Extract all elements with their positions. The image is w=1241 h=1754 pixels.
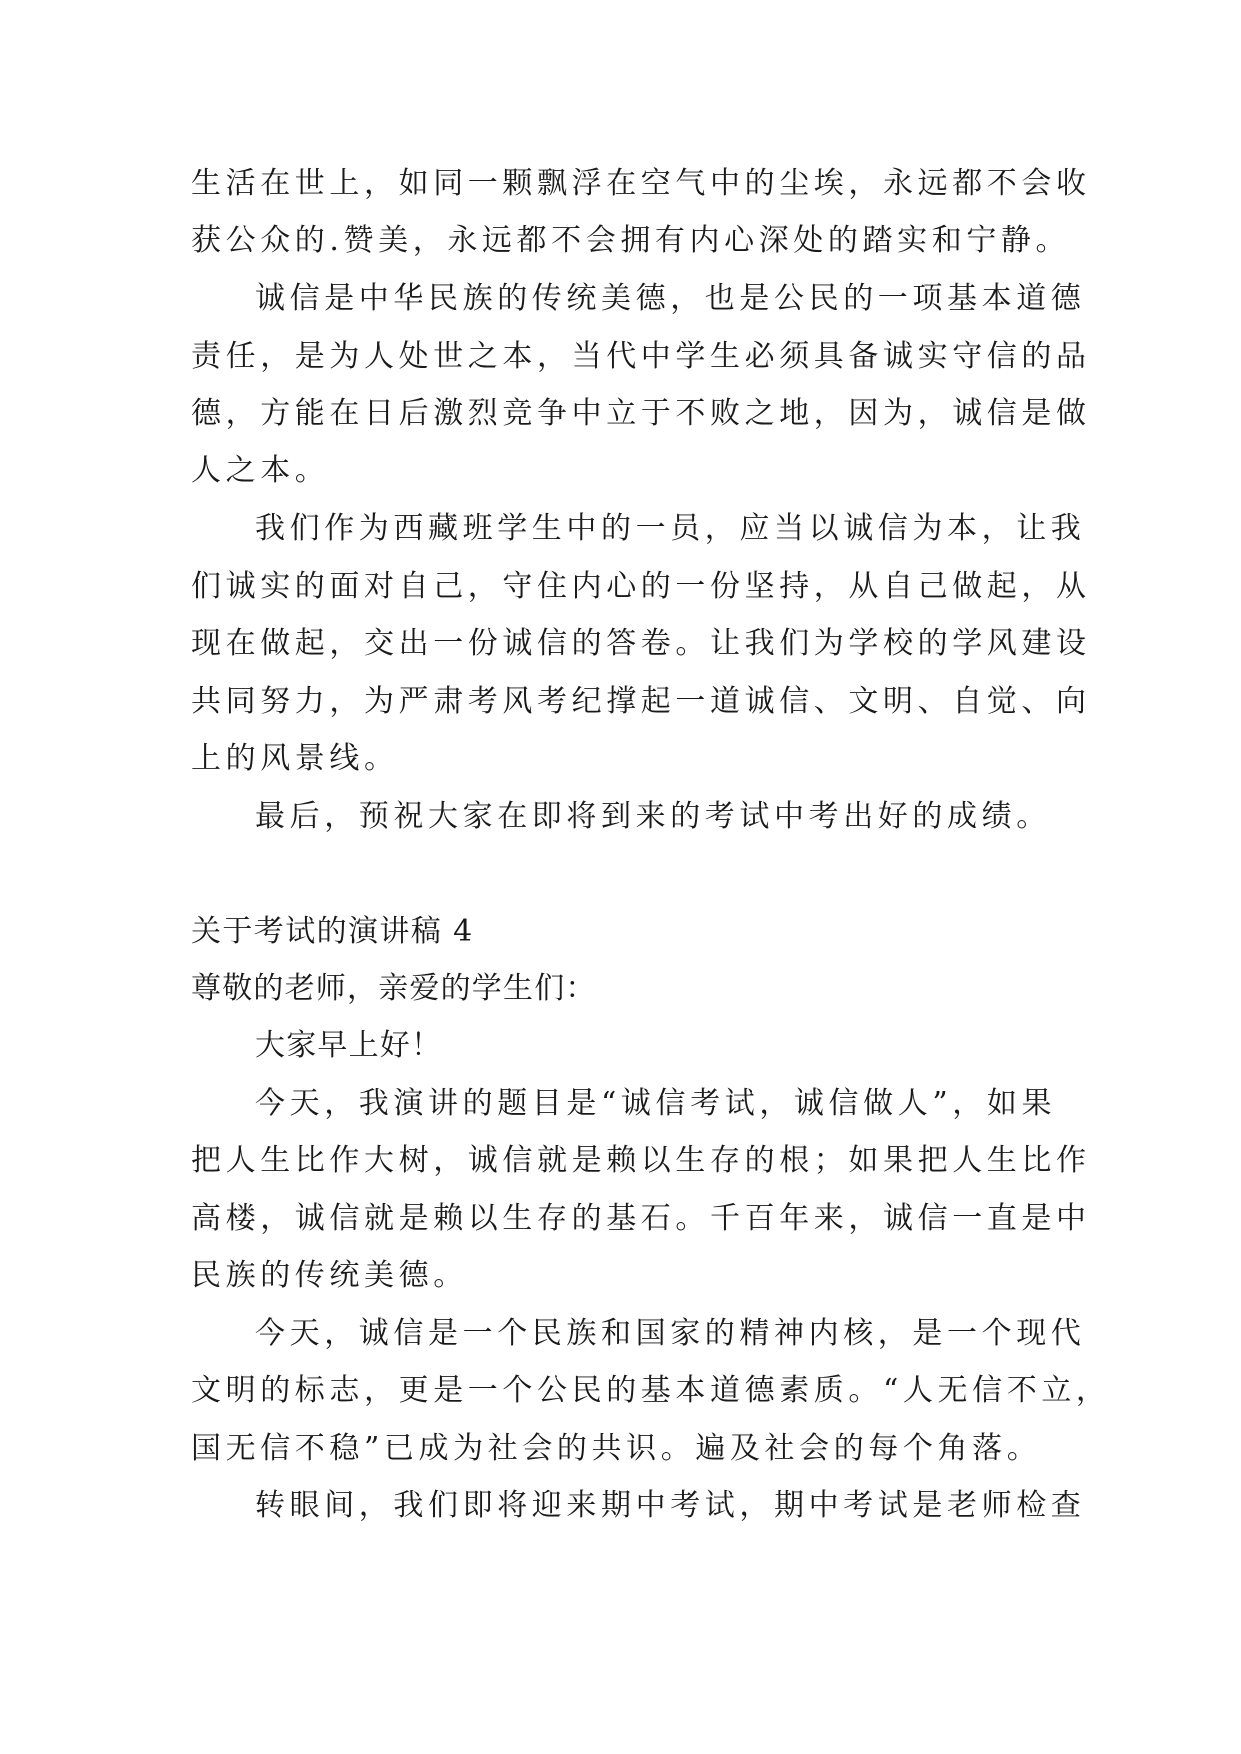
- text-line: 责任，是为人处世之本，当代中学生必须具备诚实守信的品: [191, 339, 1091, 374]
- section-title: 关于考试的演讲稿 4: [191, 914, 474, 949]
- text-line: 国无信不稳”已成为社会的共识。遍及社会的每个角落。: [191, 1431, 1042, 1466]
- text-line: 共同努力，为严肃考风考纪撑起一道诚信、文明、自觉、向: [191, 684, 1091, 719]
- text-line: 诚信是中华民族的传统美德，也是公民的一项基本道德: [255, 281, 1086, 316]
- text-line: 德，方能在日后激烈竞争中立于不败之地，因为，诚信是做: [191, 396, 1091, 431]
- text-line: 人之本。: [191, 453, 330, 488]
- text-line: 上的风景线。: [191, 741, 399, 776]
- text-line: 今天，我演讲的题目是“诚信考试，诚信做人”，如果: [255, 1086, 1057, 1121]
- greeting: 大家早上好！: [255, 1028, 443, 1063]
- text-line: 今天，诚信是一个民族和国家的精神内核，是一个现代: [255, 1316, 1086, 1351]
- text-line: 文明的标志，更是一个公民的基本道德素质。“人无信不立，: [191, 1373, 1111, 1408]
- salutation: 尊敬的老师，亲爱的学生们：: [191, 971, 597, 1006]
- text-line: 生活在世上，如同一颗飘浮在空气中的尘埃，永远都不会收: [191, 166, 1091, 201]
- text-line: 现在做起，交出一份诚信的答卷。让我们为学校的学风建设: [191, 626, 1091, 661]
- text-line: 获公众的.赞美，永远都不会拥有内心深处的踏实和宁静。: [191, 223, 1071, 258]
- text-line: 转眼间，我们即将迎来期中考试，期中考试是老师检查: [255, 1488, 1086, 1523]
- text-line: 把人生比作大树，诚信就是赖以生存的根；如果把人生比作: [191, 1143, 1091, 1178]
- text-line: 最后，预祝大家在即将到来的考试中考出好的成绩。: [255, 799, 1051, 834]
- text-line: 民族的传统美德。: [191, 1258, 468, 1293]
- text-line: 们诚实的面对自己，守住内心的一份坚持，从自己做起，从: [191, 569, 1091, 604]
- text-line: 高楼，诚信就是赖以生存的基石。千百年来，诚信一直是中: [191, 1201, 1091, 1236]
- text-line: 我们作为西藏班学生中的一员，应当以诚信为本，让我: [255, 511, 1086, 546]
